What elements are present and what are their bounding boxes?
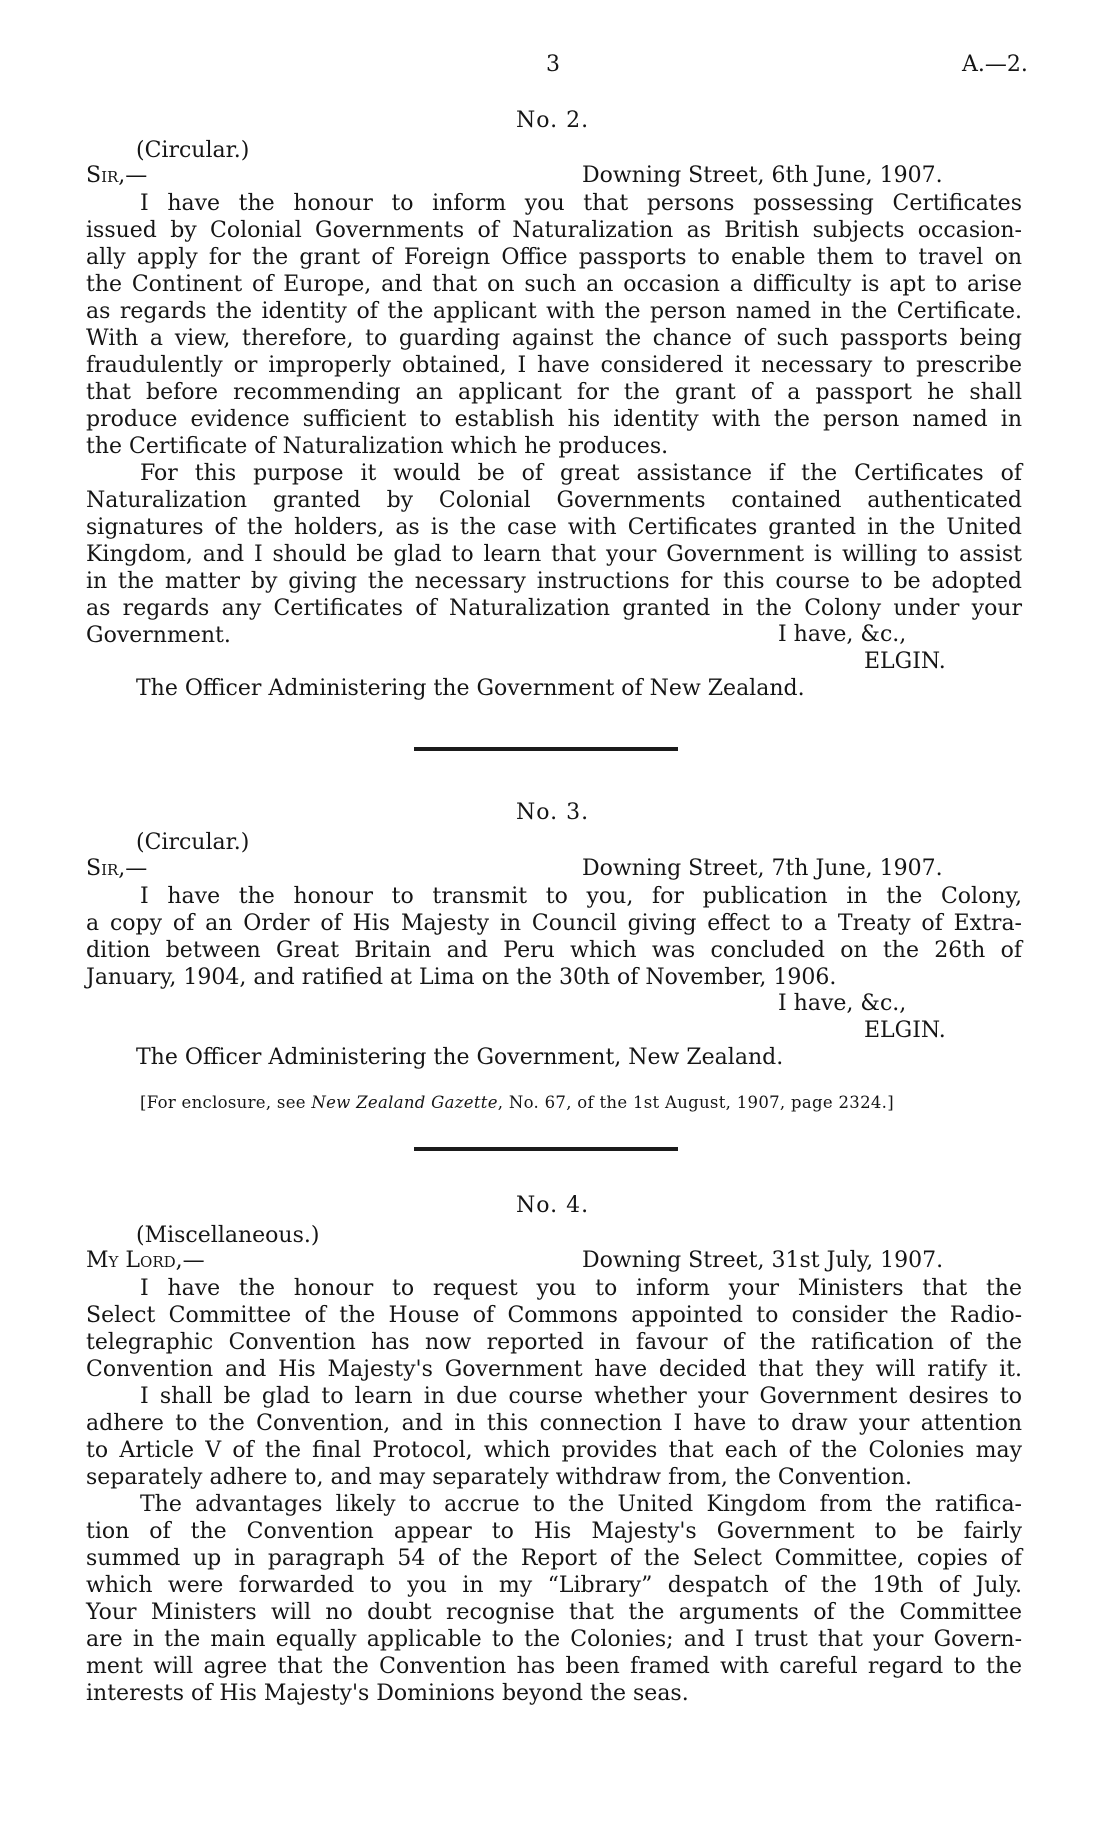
text-line: which were forwarded to you in my “Library” despatch of the 19th of July. xyxy=(86,1573,1022,1598)
text-line: ally apply for the grant of Foreign Office passports to enable them to travel on xyxy=(86,245,1022,270)
place-date: Downing Street, 6th June, 1907. xyxy=(582,163,943,188)
text-line: as regards the identity of the applicant with the person named in the Certificate. xyxy=(86,299,1022,324)
text-line: The advantages likely to accrue to the United Kingdom from the ratifica- xyxy=(140,1492,1022,1517)
closing: I have, &c., xyxy=(778,991,907,1016)
text-line: telegraphic Convention has now reported in favour of the ratification of the xyxy=(86,1330,1022,1355)
text-line: Convention and His Majesty's Government have decided that they will ratify it. xyxy=(86,1357,1022,1382)
salutation: Sir,— xyxy=(86,856,148,881)
text-line: Government. xyxy=(86,623,231,648)
addressee: The Officer Administering the Government, New Zealand. xyxy=(136,1045,784,1070)
text-line: interests of His Majesty's Dominions beyond the seas. xyxy=(86,1681,689,1706)
paragraph xyxy=(86,883,1022,991)
text-line: Your Ministers will no doubt recognise that the arguments of the Committee xyxy=(86,1600,1022,1625)
paragraph xyxy=(86,1383,1022,1491)
salutation: My Lord,— xyxy=(86,1248,205,1273)
place-date: Downing Street, 31st July, 1907. xyxy=(582,1248,944,1273)
place-date: Downing Street, 7th June, 1907. xyxy=(582,856,943,881)
text-line: I shall be glad to learn in due course whether your Government desires to xyxy=(140,1384,1022,1409)
text-line: summed up in paragraph 54 of the Report of the Select Committee, copies of xyxy=(86,1546,1022,1571)
signature: ELGIN. xyxy=(864,649,946,674)
gazette-title: New Zealand Gazette xyxy=(311,1093,498,1112)
text-line: produce evidence sufficient to establish his identity with the person named in xyxy=(86,407,1022,432)
text-line: a copy of an Order of His Majesty in Council giving effect to a Treaty of Extra- xyxy=(86,911,1022,936)
paragraph xyxy=(86,1275,1022,1383)
text-line: that before recommending an applicant for the grant of a passport he shall xyxy=(86,380,1022,405)
text-line: I have the honour to inform you that persons possessing Certificates xyxy=(140,191,1022,216)
text-line: tion of the Convention appear to His Majesty's Government to be fairly xyxy=(86,1519,1022,1544)
paragraph xyxy=(86,1491,1022,1707)
letter-type: (Circular.) xyxy=(136,138,250,163)
page-number: 3 xyxy=(546,52,560,77)
text-line: ment will agree that the Convention has been framed with careful regard to the xyxy=(86,1654,1022,1679)
paragraph xyxy=(86,190,1022,460)
section-divider xyxy=(414,1147,678,1151)
letter-number: No. 2. xyxy=(516,108,590,133)
letter-number: No. 3. xyxy=(516,800,590,825)
text-line: as regards any Certificates of Naturalization granted in the Colony under your xyxy=(86,596,1022,621)
enclosure-text: , No. 67, of the 1st August, 1907, page 2324.] xyxy=(497,1093,894,1112)
text-line: Select Committee of the House of Commons appointed to consider the Radio- xyxy=(86,1303,1022,1328)
text-line: January, 1904, and ratified at Lima on the 30th of November, 1906. xyxy=(86,965,837,990)
letter-type: (Miscellaneous.) xyxy=(136,1223,320,1248)
text-line: issued by Colonial Governments of Naturalization as British subjects occasion- xyxy=(86,218,1022,243)
text-line: are in the main equally applicable to the Colonies; and I trust that your Govern- xyxy=(86,1627,1022,1652)
text-line: Naturalization granted by Colonial Governments contained authenticated xyxy=(86,488,1022,513)
section-divider xyxy=(414,747,678,751)
text-line: Kingdom, and I should be glad to learn that your Government is willing to assist xyxy=(86,542,1022,567)
salutation: Sir,— xyxy=(86,163,148,188)
closing: I have, &c., xyxy=(778,622,907,647)
text-line: the Certificate of Naturalization which he produces. xyxy=(86,434,669,459)
text-line: the Continent of Europe, and that on such an occasion a difficulty is apt to arise xyxy=(86,272,1022,297)
enclosure-note xyxy=(140,1093,894,1112)
series-number: A.—2. xyxy=(962,52,1028,77)
text-line: in the matter by giving the necessary instructions for this course to be adopted xyxy=(86,569,1022,594)
addressee: The Officer Administering the Government of New Zealand. xyxy=(136,676,805,701)
text-line: For this purpose it would be of great assistance if the Certificates of xyxy=(140,461,1022,486)
text-line: dition between Great Britain and Peru which was concluded on the 26th of xyxy=(86,938,1022,963)
signature: ELGIN. xyxy=(864,1018,946,1043)
letter-type: (Circular.) xyxy=(136,830,250,855)
text-line: signatures of the holders, as is the case with Certificates granted in the United xyxy=(86,515,1022,540)
paragraph xyxy=(86,460,1022,649)
text-line: separately adhere to, and may separately withdraw from, the Convention. xyxy=(86,1465,913,1490)
text-line: adhere to the Convention, and in this connection I have to draw your attention xyxy=(86,1411,1022,1436)
text-line: I have the honour to request you to inform your Ministers that the xyxy=(140,1276,1022,1301)
text-line: fraudulently or improperly obtained, I have considered it necessary to prescribe xyxy=(86,353,1022,378)
letter-number: No. 4. xyxy=(516,1193,590,1218)
text-line: to Article V of the final Protocol, which provides that each of the Colonies may xyxy=(86,1438,1022,1463)
text-line: I have the honour to transmit to you, for publication in the Colony, xyxy=(140,884,1022,909)
text-line: With a view, therefore, to guarding against the chance of such passports being xyxy=(86,326,1022,351)
enclosure-text: [For enclosure, see xyxy=(140,1093,312,1112)
